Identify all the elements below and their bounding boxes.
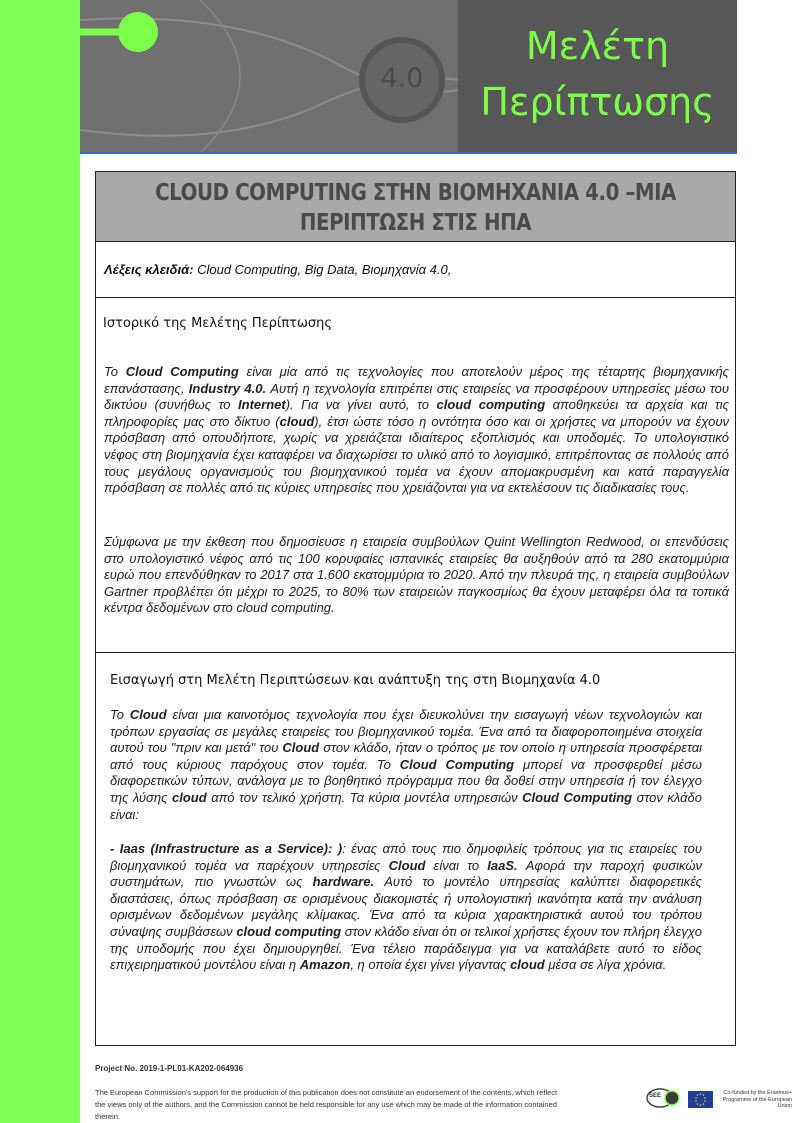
- history-heading: Ιστορικό της Μελέτης Περίπτωσης: [103, 316, 332, 331]
- intro-heading: Εισαγωγή στη Μελέτη Περιπτώσεων και ανάπτυξη της στη Βιομηχανία 4.0: [110, 673, 601, 688]
- history-section: [95, 298, 736, 653]
- history-paragraph-1: Το Cloud Computing είναι μία από τις τεχνολογίες που αποτελούν μέρος της τέταρτης βιομηχανικής επανάστασης, Industry 4.0. Αυτή η τεχνολογία επιτρέπει στις εταιρείες να προσφέρουν υπηρεσίες μέσω του δικτύου (συνήθως το Internet). Για να γίνει αυτό, το cloud computing αποθηκεύει τα αρχεία και τις πληροφορίες μας στο δίκτυο (cloud), έτσι ώστε τόσο η οντότητα όσο και οι χρήστες να μπορούν να έχουν πρόσβαση από οπουδήποτε, χωρίς να χρειάζεται ιδιαίτερος εξοπλισμός και υποδομές. Το υπολογιστικό νέφος στη βιομηχανία έχει καταφέρει να διαχωρίσει το υλικό από το λογισμικό, επιτρέποντας σε πολλούς από τους μεγάλους οργανισμούς του βιομηχανικού τομέα να έχουν απομακρυσμένη και κατά παραγγελία πρόσβαση σε πολλές από τις κύριες υπηρεσίες που χρειάζονται για να εκτελέσουν τις διαδικασίες τους.: [104, 364, 730, 496]
- project-number: Project No. 2019-1-PL01-KA202-064936: [95, 1064, 244, 1073]
- document-title-box: [95, 171, 736, 242]
- header-title-line-2: Περίπτωσης: [480, 80, 715, 124]
- eu-flag-icon: [688, 1091, 713, 1108]
- intro-paragraph-1: Το Cloud είναι μια καινοτόμος τεχνολογία που έχει διευκολύνει την εισαγωγή νέων τεχνολογιών και τρόπων εργασίας σε μεγάλες εταιρείες του βιομηχανικού τομέα. Ένα από τα διαφοροποιημένα στοιχεία αυτού του "πριν και μετά" του Cloud στον κλάδο, ήταν ο τρόπος με τον οποίο η υπηρεσία προσφέρεται από τους κύριους παρόχους στον τομέα. Το Cloud Computing μπορεί να προσφερθεί μέσω διαφορετικών τύπων, ανάλογα με το βοηθητικό πρόγραμμα που θα δοθεί στην υπηρεσία ή τον έλεγχο της λύσης cloud από τον τελικό χρήστη. Τα κύρια μοντέλα υπηρεσιών Cloud Computing στον κλάδο είναι:: [110, 707, 703, 822]
- header-title: [458, 18, 737, 130]
- document-title: [141, 178, 691, 238]
- header-badge-text: 4.0: [380, 63, 424, 94]
- see-logo: [646, 1087, 680, 1114]
- see-logo-text: SEE: [649, 1093, 662, 1099]
- keywords-label: Λέξεις κλειδιά:: [104, 262, 194, 277]
- left-accent-bar: [0, 0, 80, 1123]
- document-title-line-2: ΠΕΡΙΠΤΩΣΗ ΣΤΙΣ ΗΠΑ: [299, 210, 532, 236]
- header-title-line-1: Μελέτη: [525, 24, 670, 68]
- keywords-section: [95, 242, 736, 298]
- intro-section: [95, 653, 736, 1046]
- eu-disclaimer: The European Commission's support for the production of this publication does not constitute an endorsement of the contents, which reflect the views only of the authors, and the Commission cannot be held responsible for any use which may be made of the information contained therein.: [95, 1088, 558, 1121]
- page-header: [80, 0, 737, 153]
- header-graphic: [80, 0, 458, 153]
- header-divider: [80, 152, 737, 154]
- keywords-line: [104, 262, 451, 277]
- history-paragraph-2: Σύμφωνα με την έκθεση που δημοσίευσε η εταιρεία συμβούλων Quint Wellington Redwood, οι επενδύσεις στο υπολογιστικό νέφος από τις 100 κορυφαίες ισπανικές εταιρείες θα αυξηθούν από τα 280 εκατομμύρια ευρώ που επενδύθηκαν το 2017 στα 1.600 εκατομμύρια το 2020. Από την πλευρά της, η εταιρεία συμβούλων Gartner προβλέπει ότι μέχρι το 2025, το 80% των εταιρειών παγκοσμίως θα έχουν μεταφέρει όλα τα τοπικά κέντρα δεδομένων στο cloud computing.: [104, 534, 729, 616]
- intro-paragraph-2: - Iaas (Infrastructure as a Service): ): ένας από τους πιο δημοφιλείς τρόπους για τις εταιρείες του βιομηχανικού τομέα να παρέχουν υπηρεσίες Cloud είναι το IaaS. Αφορά την παροχή φυσικών συστημάτων, πιο γνωστών ως hardware. Αυτό το μοντέλο υπηρεσίας καλύπτει διαφορετικές διαστάσεις, όπως πρόσβαση σε ορισμένους διακομιστές ή υπολογιστική ικανότητα κατά την ανάλυση ορισμένων δεδομένων μεγάλης κλίμακας. Ένα από τα κύρια χαρακτηριστικά αυτού του τρόπου σύναψης συμβάσεων cloud computing στον κλάδο είναι ότι οι τελικοί χρήστες έχουν τον πλήρη έλεγχο της υποδομής που έχει δημιουργηθεί. Ένα τέλειο παράδειγμα για να καταλάβετε αυτό το είδος επιχειρηματικού μοντέλου είναι η Amazon, η οποία έχει γίνει γίγαντας cloud μέσα σε λίγα χρόνια.: [110, 841, 702, 973]
- document-title-line-1: CLOUD COMPUTING ΣΤΗΝ ΒΙΟΜΗΧΑΝΙΑ 4.0 –ΜΙΑ: [155, 180, 676, 206]
- eu-cofunded-text: Co-funded by the Erasmus+ Programme of the European Union: [722, 1090, 792, 1109]
- keywords-value: Cloud Computing, Big Data, Βιομηχανία 4.0,: [193, 262, 452, 277]
- header-title-panel: [458, 0, 737, 153]
